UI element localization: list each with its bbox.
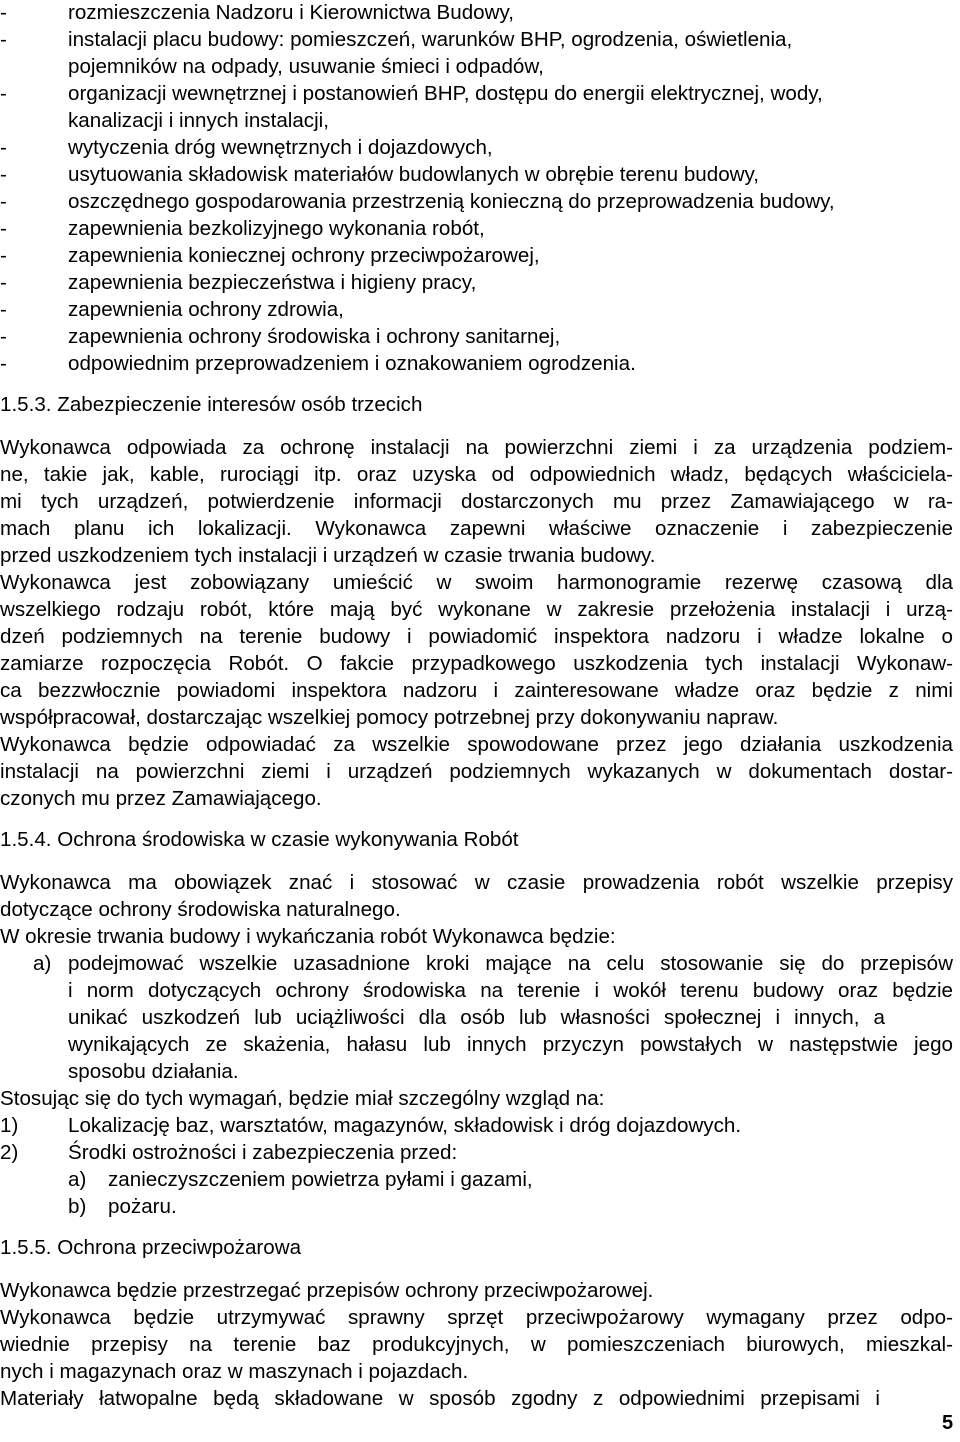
dash-marker: - <box>0 163 7 186</box>
dash-marker: - <box>0 1 7 24</box>
list-item-text: wynikających ze skażenia, hałasu lub innych przyczyn powstałych w następstwie jego <box>68 1033 953 1056</box>
section-heading-text: 1.5.4. Ochrona środowiska w czasie wykonywania Robót <box>0 828 519 851</box>
list-item-text: organizacji wewnętrznej i postanowień BHP, dostępu do energii elektrycznej, wody, <box>68 82 823 105</box>
list-marker: a) <box>68 1168 87 1191</box>
paragraph-line <box>0 516 960 542</box>
dash-marker: - <box>0 271 7 294</box>
paragraph-line-text: przed uszkodzeniem tych instalacji i urządzeń w czasie trwania budowy. <box>0 544 656 567</box>
list-item-text: zapewnienia bezpieczeństwa i higieny pracy, <box>68 271 477 294</box>
paragraph-line-text: Wykonawca ma obowiązek znać i stosować w czasie prowadzenia robót wszelkie przepisy <box>0 871 953 894</box>
paragraph-line-text: Wykonawca będzie utrzymywać sprawny sprzęt przeciwpożarowy wymagany przez odpo- <box>0 1306 953 1329</box>
paragraph-line-text: Wykonawca będzie przestrzegać przepisów ochrony przeciwpożarowej. <box>0 1279 654 1302</box>
dash-marker: - <box>0 28 7 51</box>
list-item-text: odpowiednim przeprowadzeniem i oznakowaniem ogrodzenia. <box>68 352 636 375</box>
paragraph-line-text: nych i magazynach oraz w maszynach i pojazdach. <box>0 1360 469 1383</box>
paragraph-line-text: współpracował, dostarczając wszelkiej pomocy potrzebnej przy dokonywaniu napraw. <box>0 706 779 729</box>
list-item-text: podejmować wszelkie uzasadnione kroki mające na celu stosowanie się do przepisów <box>68 952 953 975</box>
paragraph-line <box>0 651 960 677</box>
dash-marker: - <box>0 136 7 159</box>
list-item-text: sposobu działania. <box>68 1060 239 1083</box>
paragraph-line-text: ne, takie jak, kable, rurociągi itp. oraz uzyska od odpowiednich władz, będących właściciela- <box>0 463 953 486</box>
list-item-text: zapewnienia koniecznej ochrony przeciwpożarowej, <box>68 244 540 267</box>
paragraph-line <box>0 597 960 623</box>
dash-marker: - <box>0 352 7 375</box>
list-item-text: pożaru. <box>108 1195 177 1218</box>
paragraph-line <box>0 489 960 515</box>
paragraph-line-text: zamiarze rozpoczęcia Robót. O fakcie przypadkowego uszkodzenia tych instalacji Wykonaw- <box>0 652 953 675</box>
paragraph-line <box>0 870 960 896</box>
paragraph-line <box>0 462 960 488</box>
paragraph-line-text: dzeń podziemnych na terenie budowy i powiadomić inspektora nadzoru i władze lokalne o <box>0 625 953 648</box>
paragraph-line-text: mi tych urządzeń, potwierdzenie informacji dostarczonych mu przez Zamawiającego w ra- <box>0 490 953 513</box>
paragraph-line <box>0 570 960 596</box>
dash-marker: - <box>0 298 7 321</box>
list-item-text: rozmieszczenia Nadzoru i Kierownictwa Budowy, <box>68 1 514 24</box>
section-heading-text: 1.5.5. Ochrona przeciwpożarowa <box>0 1236 302 1259</box>
paragraph-line-text: czonych mu przez Zamawiającego. <box>0 787 322 810</box>
dash-marker: - <box>0 325 7 348</box>
list-item-text: instalacji placu budowy: pomieszczeń, warunków BHP, ogrodzenia, oświetlenia, <box>68 28 793 51</box>
paragraph-line-text: Stosując się do tych wymagań, będzie miał szczególny wzgląd na: <box>0 1087 605 1110</box>
list-item-text: oszczędnego gospodarowania przestrzenią konieczną do przeprowadzenia budowy, <box>68 190 835 213</box>
list-marker: b) <box>68 1195 87 1218</box>
list-item-text: i norm dotyczących ochrony środowiska na terenie i wokół terenu budowy oraz będzie <box>68 979 953 1002</box>
paragraph-line <box>0 1386 960 1412</box>
list-item-text: zanieczyszczeniem powietrza pyłami i gazami, <box>108 1168 533 1191</box>
paragraph-line <box>0 435 960 461</box>
paragraph-line <box>0 759 960 785</box>
dash-marker: - <box>0 190 7 213</box>
page-number: 5 <box>942 1412 954 1434</box>
paragraph-line-text: wszelkiego rodzaju robót, które mają być wykonane w zakresie przełożenia instalacji i urzą- <box>0 598 953 621</box>
paragraph-line-text: instalacji na powierzchni ziemi i urządzeń podziemnych wykazanych w dokumentach dostar- <box>0 760 953 783</box>
paragraph-line-text: Wykonawca odpowiada za ochronę instalacji na powierzchni ziemi i za urządzenia podziem- <box>0 436 953 459</box>
list-item-text: zapewnienia bezkolizyjnego wykonania robót, <box>68 217 485 240</box>
paragraph-line-text: wiednie przepisy na terenie baz produkcyjnych, w pomieszczeniach biurowych, mieszkal- <box>0 1333 953 1356</box>
paragraph-line-text: W okresie trwania budowy i wykańczania robót Wykonawca będzie: <box>0 925 616 948</box>
dash-marker: - <box>0 82 7 105</box>
section-heading-text: 1.5.3. Zabezpieczenie interesów osób trzecich <box>0 393 423 416</box>
paragraph-line <box>0 624 960 650</box>
list-item-text: wytyczenia dróg wewnętrznych i dojazdowych, <box>68 136 493 159</box>
list-item-text: unikać uszkodzeń lub uciążliwości dla osób lub własności społecznej i innych, a <box>68 1006 885 1029</box>
list-marker: a) <box>33 952 52 975</box>
list-marker: 1) <box>0 1114 19 1137</box>
list-item-text: Środki ostrożności i zabezpieczenia przed: <box>68 1141 458 1164</box>
paragraph-line <box>0 732 960 758</box>
dash-marker: - <box>0 244 7 267</box>
paragraph-line-text: Wykonawca jest zobowiązany umieścić w swoim harmonogramie rezerwę czasową dla <box>0 571 953 594</box>
list-item-text: pojemników na odpady, usuwanie śmieci i odpadów, <box>68 55 544 78</box>
paragraph-line-text: dotyczące ochrony środowiska naturalnego. <box>0 898 401 921</box>
paragraph-line-text: Materiały łatwopalne będą składowane w sposób zgodny z odpowiednimi przepisami i <box>0 1387 880 1410</box>
paragraph-line <box>0 1332 960 1358</box>
paragraph-line <box>0 678 960 704</box>
paragraph-line <box>0 1305 960 1331</box>
list-item-text: Lokalizację baz, warsztatów, magazynów, składowisk i dróg dojazdowych. <box>68 1114 742 1137</box>
list-item-text: zapewnienia ochrony środowiska i ochrony sanitarnej, <box>68 325 561 348</box>
paragraph-line-text: mach planu ich lokalizacji. Wykonawca zapewni właściwe oznaczenie i zabezpieczenie <box>0 517 953 540</box>
list-marker: 2) <box>0 1141 19 1164</box>
paragraph-line-text: Wykonawca będzie odpowiadać za wszelkie spowodowane przez jego działania uszkodzenia <box>0 733 953 756</box>
list-item-text: kanalizacji i innych instalacji, <box>68 109 329 132</box>
paragraph-line-text: ca bezzwłocznie powiadomi inspektora nadzoru i zainteresowane władze oraz będzie z nimi <box>0 679 953 702</box>
list-item-text: zapewnienia ochrony zdrowia, <box>68 298 344 321</box>
dash-marker: - <box>0 217 7 240</box>
list-item-text: usytuowania składowisk materiałów budowlanych w obrębie terenu budowy, <box>68 163 760 186</box>
